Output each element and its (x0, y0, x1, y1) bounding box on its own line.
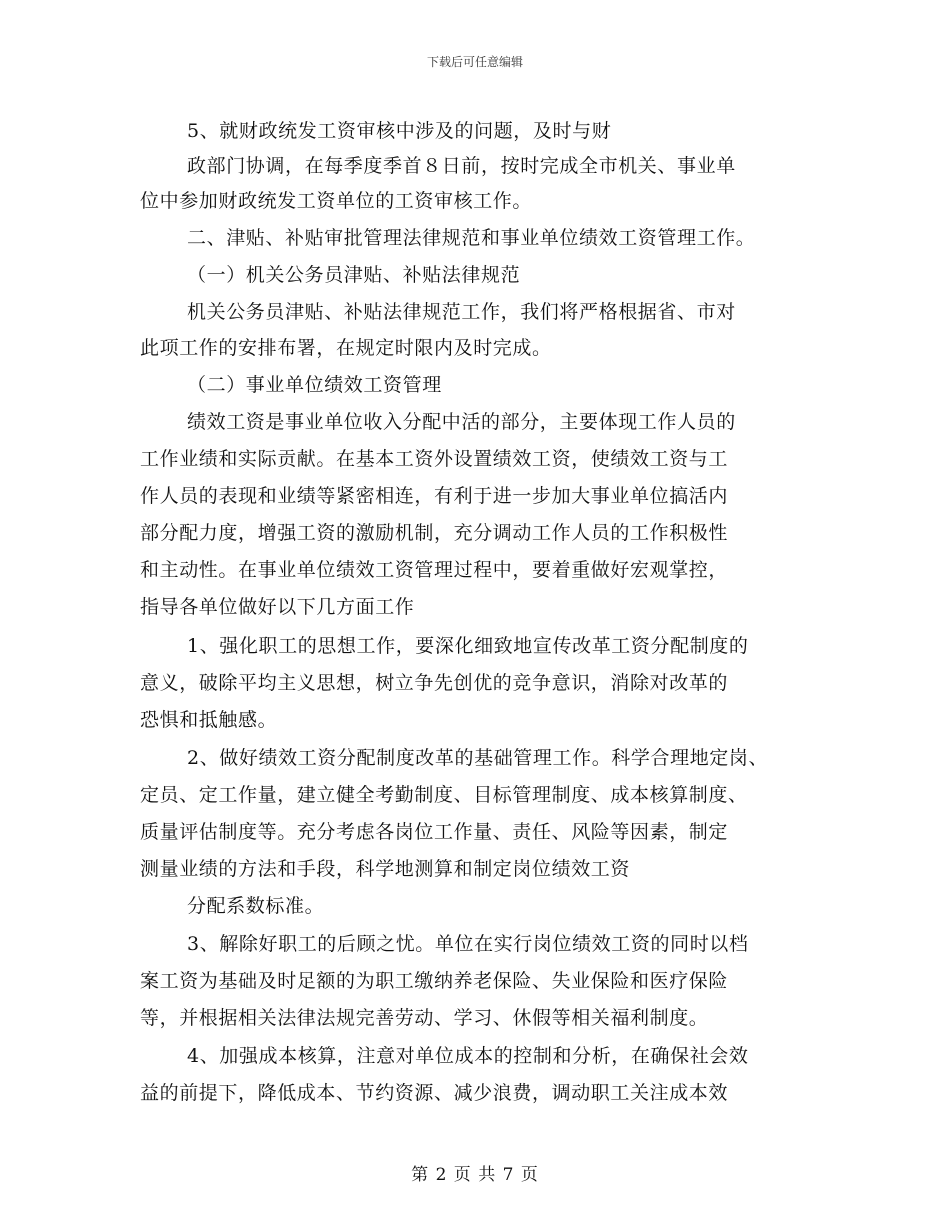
body-line-18: 2、做好绩效工资分配制度改革的基础管理工作。科学合理地定岗、 (187, 747, 769, 769)
body-line-9: 绩效工资是事业单位收入分配中活的部分，主要体现工作人员的 (187, 411, 736, 433)
body-line-25: 等，并根据相关法律法规完善劳动、学习、休假等相关福利制度。 (140, 1007, 709, 1029)
body-line-26: 4、加强成本核算，注意对单位成本的控制和分析，在确保社会效 (187, 1045, 749, 1067)
body-line-20: 质量评估制度等。充分考虑各岗位工作量、责任、风险等因素，制定 (140, 821, 729, 843)
body-line-15: 1、强化职工的思想工作，要深化细致地宣传改革工资分配制度的 (187, 635, 749, 657)
body-line-7: 此项工作的安排布署，在规定时限内及时完成。 (140, 337, 552, 359)
page-header: 下载后可任意编辑 (426, 55, 523, 69)
body-line-2: 政部门协调，在每季度季首８日前，按时完成全市机关、事业单 (187, 155, 736, 177)
body-line-22: 分配系数标准。 (187, 895, 325, 917)
body-line-11: 作人员的表现和业绩等紧密相连，有利于进一步加大事业单位搞活内 (140, 485, 729, 507)
body-line-17: 恐惧和抵触感。 (140, 709, 278, 731)
body-line-21: 测量业绩的方法和手段，科学地测算和制定岗位绩效工资 (140, 858, 631, 880)
body-line-10: 工作业绩和实际贡献。在基本工资外设置绩效工资，使绩效工资与工 (140, 448, 729, 470)
page-footer: 第 2 页 共 7 页 (411, 1165, 539, 1185)
body-line-4: 二、津贴、补贴审批管理法律规范和事业单位绩效工资管理工作。 (187, 227, 756, 249)
body-line-13: 和主动性。在事业单位绩效工资管理过程中，要着重做好宏观掌控， (140, 559, 729, 581)
body-line-16: 意义，破除平均主义思想，树立争先创优的竞争意识，消除对改革的 (140, 672, 729, 694)
body-line-23: 3、解除好职工的后顾之忧。单位在实行岗位绩效工资的同时以档 (187, 933, 749, 955)
body-line-8: （二）事业单位绩效工资管理 (187, 374, 442, 396)
body-line-24: 案工资为基础及时足额的为职工缴纳养老保险、失业保险和医疗保险 (140, 970, 729, 992)
body-line-3: 位中参加财政统发工资单位的工资审核工作。 (140, 190, 533, 212)
body-line-12: 部分配力度，增强工资的激励机制，充分调动工作人员的工作积极性 (140, 522, 729, 544)
body-line-19: 定员、定工作量，建立健全考勤制度、目标管理制度、成本核算制度、 (140, 784, 748, 806)
body-line-5: （一）机关公务员津贴、补贴法律规范 (187, 264, 521, 286)
body-line-14: 指导各单位做好以下几方面工作 (140, 596, 415, 618)
body-line-1: 5、就财政统发工资审核中涉及的问题，及时与财 (187, 120, 612, 142)
body-line-27: 益的前提下，降低成本、节约资源、减少浪费，调动职工关注成本效 (140, 1082, 729, 1104)
body-line-6: 机关公务员津贴、补贴法律规范工作，我们将严格根据省、市对 (187, 301, 736, 323)
